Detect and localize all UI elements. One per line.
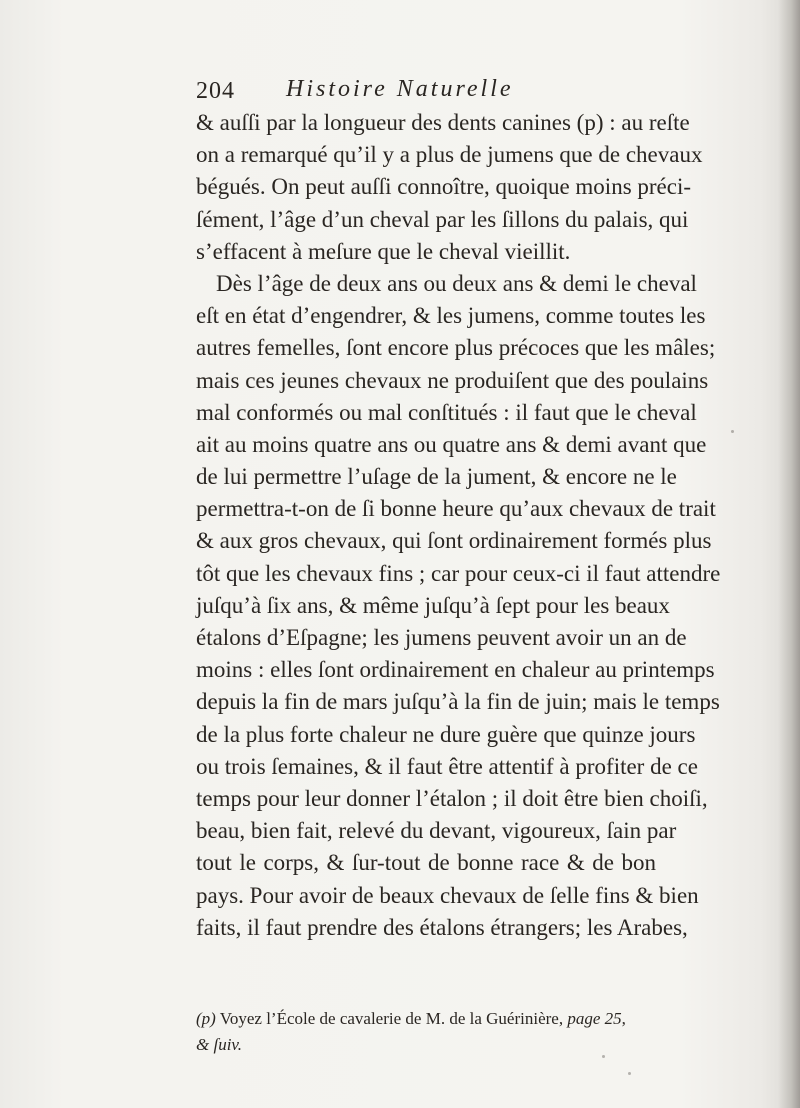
text-line: s’effacent à meſure que le cheval vieillit. xyxy=(196,238,571,264)
paper-speck xyxy=(628,1072,631,1075)
text-line: & auſſi par la longueur des dents canines (p) : au reſte xyxy=(196,110,690,135)
text-line: étalons d’Eſpagne; les jumens peuvent avoir un an de xyxy=(196,625,687,650)
paper-speck xyxy=(602,1055,605,1058)
text-line: juſqu’à ſix ans, & même juſqu’à ſept pour les beaux xyxy=(196,592,670,618)
text-line: ſément, l’âge d’un cheval par les ſillons du palais, qui xyxy=(196,206,689,232)
running-title: Histoire Naturelle xyxy=(286,76,514,102)
text-line: & aux gros chevaux, qui ſont ordinairement formés plus xyxy=(196,528,712,554)
text-line: ou trois ſemaines, & il faut être attentif à profiter de ce xyxy=(196,753,698,779)
text-line: mais ces jeunes chevaux ne produiſent que des poulains xyxy=(196,367,709,393)
footnote-marker: (p) xyxy=(196,1009,216,1028)
footnote-line xyxy=(196,1006,666,1032)
text-line: ait au moins quatre ans ou quatre ans & demi avant que xyxy=(196,431,707,457)
text-line: beau, bien fait, relevé du devant, vigoureux, ſain par xyxy=(196,818,677,844)
text-line: temps pour leur donner l’étalon ; il doit être bien choiſi, xyxy=(196,785,708,811)
footnote xyxy=(196,1006,666,1058)
main-text xyxy=(196,107,721,944)
text-line: bégués. On peut auſſi connoître, quoique moins préci- xyxy=(196,174,692,200)
footnote-page-ref: page 25 xyxy=(567,1009,622,1028)
text-line: depuis la fin de mars juſqu’à la fin de juin; mais le temps xyxy=(196,689,720,715)
text-line: Dès l’âge de deux ans ou deux ans & demi le cheval xyxy=(216,270,697,296)
text-line: de lui permettre l’uſage de la jument, & encore ne le xyxy=(196,464,677,490)
text-line: pays. Pour avoir de beaux chevaux de ſelle fins & bien xyxy=(196,882,699,908)
footnote-continuation: & ſuiv. xyxy=(196,1035,242,1054)
text-line: mal conformés ou mal conſtitués : il faut que le cheval xyxy=(196,399,697,425)
page-header xyxy=(196,74,626,108)
paper-speck xyxy=(731,430,734,433)
page-number: 204 xyxy=(196,78,235,104)
footnote-line xyxy=(196,1032,666,1058)
text-line: moins : elles ſont ordinairement en chaleur au printemps xyxy=(196,657,715,683)
footnote-comma: , xyxy=(621,1009,626,1028)
page-edge-shadow xyxy=(778,0,800,1108)
text-line: on a remarqué qu’il y a plus de jumens que de chevaux xyxy=(196,142,703,168)
text-line: tout le corps, & ſur-tout de bonne race & de bon xyxy=(196,850,656,876)
text-line: autres femelles, ſont encore plus précoces que les mâles; xyxy=(196,335,716,361)
text-line: permettra-t-on de ſi bonne heure qu’aux chevaux de trait xyxy=(196,496,716,522)
footnote-text: Voyez l’École de cavalerie de M. de la Guérinière, xyxy=(215,1009,568,1028)
text-line: tôt que les chevaux fins ; car pour ceux-ci il faut attendre xyxy=(196,560,721,586)
text-line: faits, il faut prendre des étalons étrangers; les Arabes, xyxy=(196,914,688,940)
text-line: de la plus forte chaleur ne dure guère que quinze jours xyxy=(196,721,696,747)
text-line: eſt en état d’engendrer, & les jumens, comme toutes les xyxy=(196,303,706,329)
